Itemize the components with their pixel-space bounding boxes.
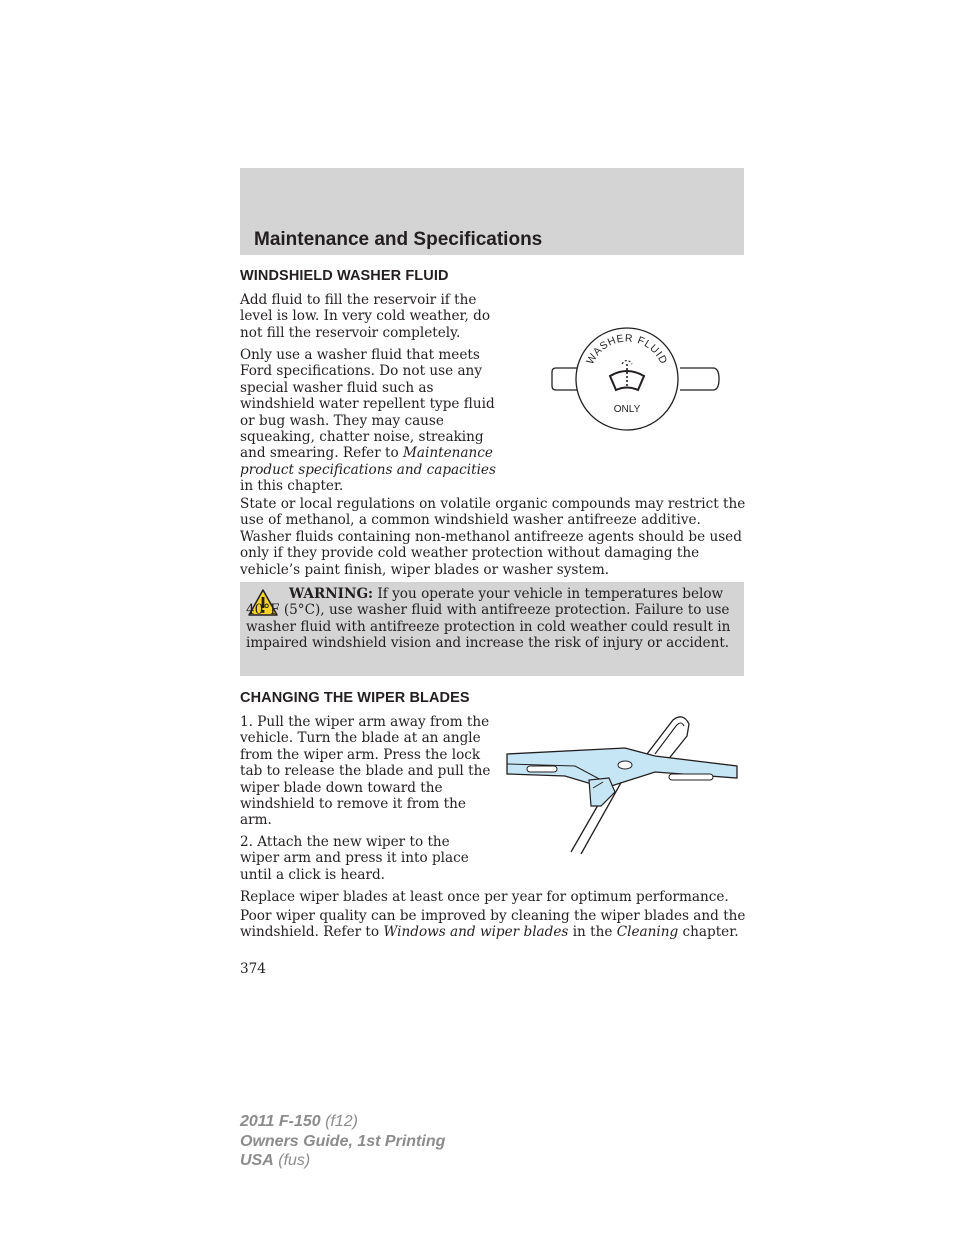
wiper-blade-illustration [505,712,741,858]
cross-reference-windows-wiper-blades: Windows and wiper blades [383,924,569,941]
warning-box [240,582,744,676]
step-attach-new-wiper: 2. Attach the new wiper to the wiper arm and press it into place until a click is heard. [240,834,469,883]
paragraph-voc-regulations: State or local regulations on volatile organic compounds may restrict the use of methanol, a common windshield washer antifreeze additive. Washer fluids containing non-methanol antifreeze agents should be used only if they provide cold weather protection without damaging the vehicle’s paint finish, wiper blades or washer system. [240,496,746,578]
header-band [240,168,744,255]
warning-label: WARNING: [289,586,374,602]
footer-line-model: 2011 F-150 (f12) [240,1113,359,1130]
section-heading-wiper-blades: CHANGING THE WIPER BLADES [240,690,470,706]
paragraph-poor-wiper-quality: Poor wiper quality can be improved by cleaning the wiper blades and the windshield. Refer to Windows and wiper blades in the Cleaning chapter. [240,908,746,941]
warning-text: WARNING: If you operate your vehicle in temperatures below 40°F (5°C), use washer fluid with antifreeze protection. Failure to use washer fluid with antifreeze protection in cold weather could result in impaired windshield vision and increase the risk of injury or accident. [246,586,731,652]
footer-line-region: USA (fus) [240,1152,311,1169]
step-remove-wiper-blade: 1. Pull the wiper arm away from the vehicle. Turn the blade at an angle from the wiper arm. Press the lock tab to release the blade and pull the wiper blade down toward the windshield to remove it from the arm. [240,714,491,829]
cross-reference-maintenance-specs: Maintenance product specifications and capacities [240,445,496,478]
footer [240,1112,445,1171]
cross-reference-cleaning: Cleaning [616,924,679,941]
page-number: 374 [240,961,266,977]
paragraph-ford-specifications: Only use a washer fluid that meets Ford specifications. Do not use any special washer fluid such as windshield water repellent type fluid or bug wash. They may cause squeaking, chatter noise, streaking and smearing. Refer to Maintenance product specifications and capacities in this chapter. [240,347,496,495]
page-title: Maintenance and Specifications [254,229,543,250]
washer-fluid-cap-illustration [548,324,723,432]
paragraph-fill-reservoir: Add fluid to fill the reservoir if the level is low. In very cold weather, do not fill the reservoir completely. [240,292,491,341]
footer-line-guide: Owners Guide, 1st Printing [240,1132,446,1150]
section-heading-washer-fluid: WINDSHIELD WASHER FLUID [240,268,449,284]
cap-label-washer-fluid: WASHER FLUID [584,332,670,367]
paragraph-replace-yearly: Replace wiper blades at least once per year for optimum performance. [240,889,729,905]
cap-label-only: ONLY [613,404,641,415]
